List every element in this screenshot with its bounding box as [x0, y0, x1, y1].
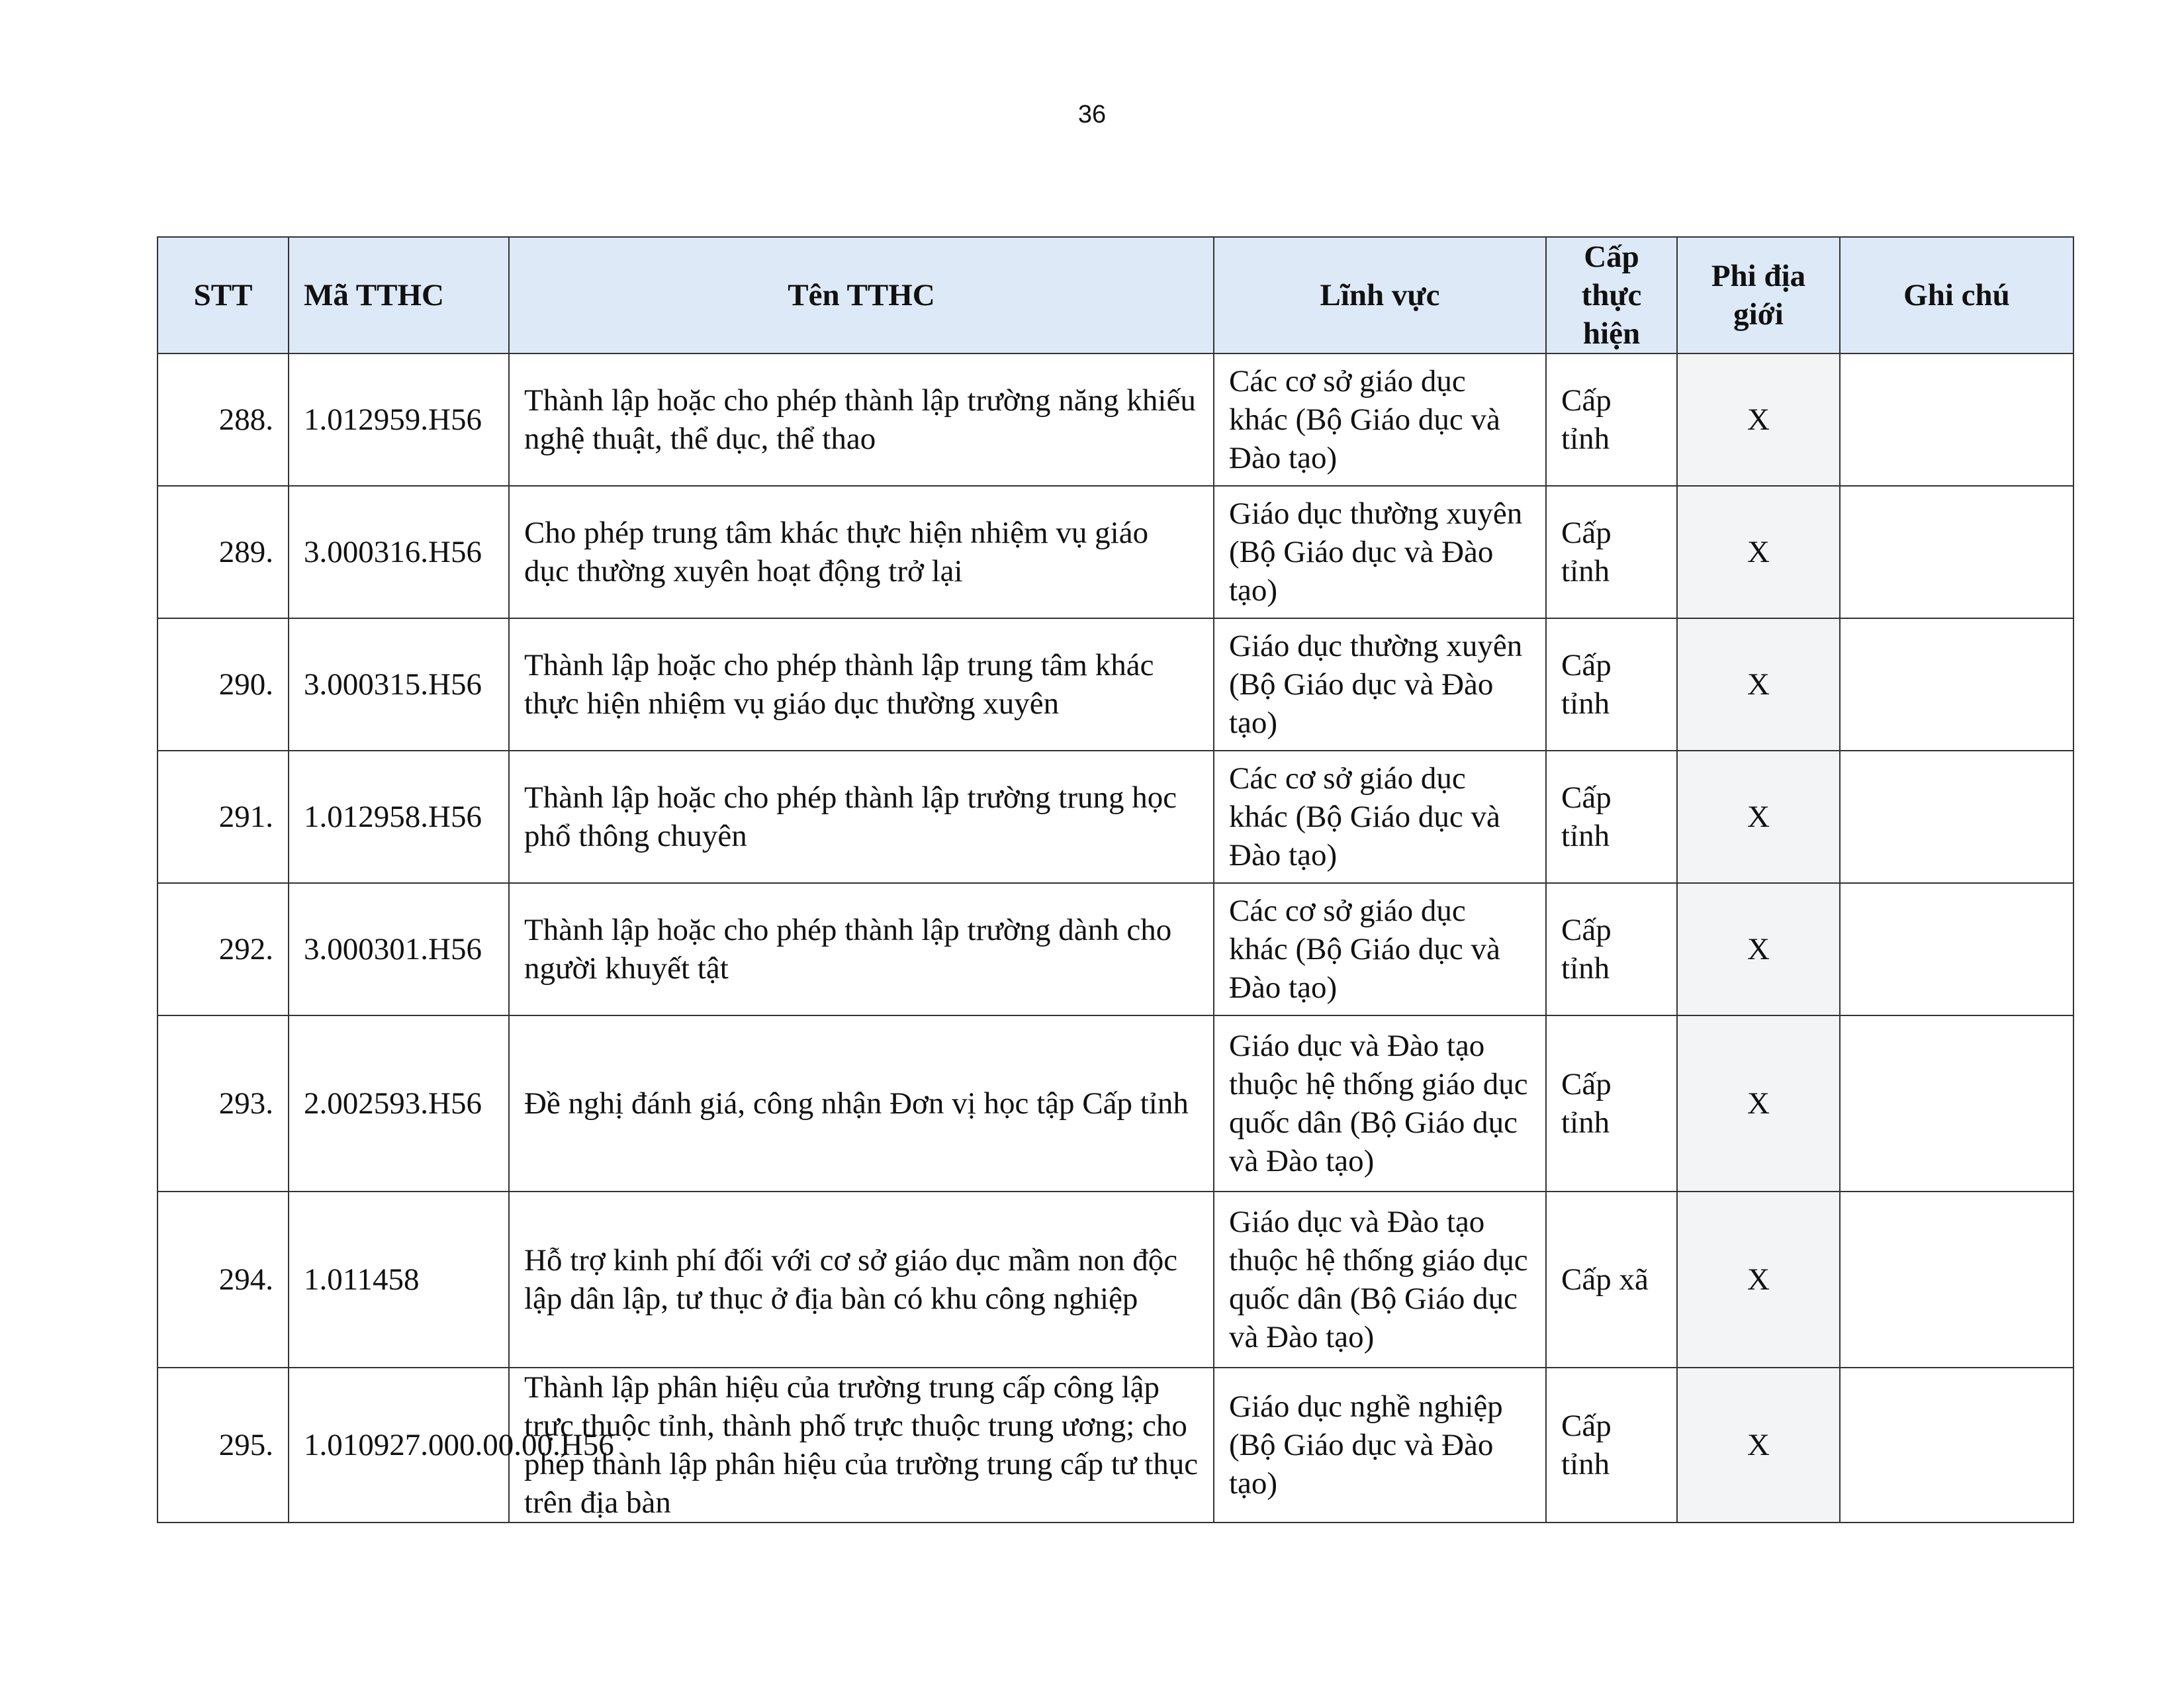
cell-ma-tthc: 3.000316.H56 [289, 486, 509, 618]
table-row [158, 353, 2073, 486]
header-stt: STT [158, 237, 289, 353]
procedures-table [157, 236, 2074, 1523]
cell-phi-dia-gioi: X [1677, 1368, 1840, 1523]
cell-cap-thuc-hien: Cấp tỉnh [1546, 883, 1677, 1015]
cell-ma-tthc: 1.012959.H56 [289, 353, 509, 486]
cell-ma-tthc: 3.000301.H56 [289, 883, 509, 1015]
cell-ten-tthc: Hỗ trợ kinh phí đối với cơ sở giáo dục mầm non độc lập dân lập, tư thục ở địa bàn có khu công nghiệp [509, 1192, 1214, 1368]
header-linh-vuc: Lĩnh vực [1214, 237, 1546, 353]
header-phi-dia-gioi: Phi địa giới [1677, 237, 1840, 353]
cell-cap-thuc-hien: Cấp tỉnh [1546, 1015, 1677, 1192]
cell-phi-dia-gioi: X [1677, 486, 1840, 618]
cell-stt: 288. [158, 353, 289, 486]
cell-linh-vuc: Giáo dục và Đào tạo thuộc hệ thống giáo dục quốc dân (Bộ Giáo dục và Đào tạo) [1214, 1015, 1546, 1192]
cell-ghi-chu [1840, 618, 2073, 751]
cell-ma-tthc: 3.000315.H56 [289, 618, 509, 751]
cell-linh-vuc: Các cơ sở giáo dục khác (Bộ Giáo dục và Đào tạo) [1214, 353, 1546, 486]
table-row [158, 1368, 2073, 1523]
cell-ten-tthc: Thành lập hoặc cho phép thành lập trường năng khiếu nghệ thuật, thể dục, thể thao [509, 353, 1214, 486]
cell-ghi-chu [1840, 1015, 2073, 1192]
cell-phi-dia-gioi: X [1677, 883, 1840, 1015]
cell-cap-thuc-hien: Cấp tỉnh [1546, 751, 1677, 883]
cell-stt: 293. [158, 1015, 289, 1192]
cell-ma-tthc: 2.002593.H56 [289, 1015, 509, 1192]
header-ten-tthc: Tên TTHC [509, 237, 1214, 353]
cell-linh-vuc: Giáo dục nghề nghiệp (Bộ Giáo dục và Đào tạo) [1214, 1368, 1546, 1523]
cell-cap-thuc-hien: Cấp tỉnh [1546, 353, 1677, 486]
header-cap-thuc-hien: Cấp thực hiện [1546, 237, 1677, 353]
cell-ten-tthc: Thành lập phân hiệu của trường trung cấp công lập trực thuộc tỉnh, thành phố trực thuộc trung ương; cho phép thành lập phân hiệu của trường trung cấp tư thục trên địa bàn [509, 1368, 1214, 1523]
cell-stt: 294. [158, 1192, 289, 1368]
cell-stt: 289. [158, 486, 289, 618]
cell-ghi-chu [1840, 353, 2073, 486]
cell-ghi-chu [1840, 751, 2073, 883]
cell-linh-vuc: Các cơ sở giáo dục khác (Bộ Giáo dục và Đào tạo) [1214, 751, 1546, 883]
table-row [158, 883, 2073, 1015]
table-header-row [158, 237, 2073, 353]
table-row [158, 486, 2073, 618]
cell-ghi-chu [1840, 486, 2073, 618]
cell-ten-tthc: Thành lập hoặc cho phép thành lập trung tâm khác thực hiện nhiệm vụ giáo dục thường xuyên [509, 618, 1214, 751]
cell-linh-vuc: Giáo dục thường xuyên (Bộ Giáo dục và Đào tạo) [1214, 618, 1546, 751]
table-row [158, 1015, 2073, 1192]
cell-stt: 291. [158, 751, 289, 883]
cell-cap-thuc-hien: Cấp tỉnh [1546, 486, 1677, 618]
cell-ten-tthc: Đề nghị đánh giá, công nhận Đơn vị học tập Cấp tỉnh [509, 1015, 1214, 1192]
cell-ghi-chu [1840, 883, 2073, 1015]
cell-ma-tthc: 1.011458 [289, 1192, 509, 1368]
cell-phi-dia-gioi: X [1677, 353, 1840, 486]
cell-cap-thuc-hien: Cấp xã [1546, 1192, 1677, 1368]
cell-phi-dia-gioi: X [1677, 1015, 1840, 1192]
cell-stt: 295. [158, 1368, 289, 1523]
cell-linh-vuc: Giáo dục thường xuyên (Bộ Giáo dục và Đào tạo) [1214, 486, 1546, 618]
table-row [158, 618, 2073, 751]
cell-ma-tthc: 1.012958.H56 [289, 751, 509, 883]
cell-stt: 290. [158, 618, 289, 751]
header-ghi-chu: Ghi chú [1840, 237, 2073, 353]
page-number: 36 [1077, 101, 1107, 128]
cell-ten-tthc: Thành lập hoặc cho phép thành lập trường dành cho người khuyết tật [509, 883, 1214, 1015]
cell-cap-thuc-hien: Cấp tỉnh [1546, 618, 1677, 751]
cell-phi-dia-gioi: X [1677, 1192, 1840, 1368]
cell-ghi-chu [1840, 1368, 2073, 1523]
cell-ghi-chu [1840, 1192, 2073, 1368]
cell-ma-tthc: 1.010927.000.00.00.H56 [289, 1368, 509, 1523]
cell-stt: 292. [158, 883, 289, 1015]
cell-linh-vuc: Giáo dục và Đào tạo thuộc hệ thống giáo dục quốc dân (Bộ Giáo dục và Đào tạo) [1214, 1192, 1546, 1368]
table-row [158, 751, 2073, 883]
cell-cap-thuc-hien: Cấp tỉnh [1546, 1368, 1677, 1523]
cell-ten-tthc: Thành lập hoặc cho phép thành lập trường trung học phổ thông chuyên [509, 751, 1214, 883]
header-ma-tthc: Mã TTHC [289, 237, 509, 353]
table-row [158, 1192, 2073, 1368]
cell-linh-vuc: Các cơ sở giáo dục khác (Bộ Giáo dục và Đào tạo) [1214, 883, 1546, 1015]
cell-ten-tthc: Cho phép trung tâm khác thực hiện nhiệm vụ giáo dục thường xuyên hoạt động trở lại [509, 486, 1214, 618]
cell-phi-dia-gioi: X [1677, 751, 1840, 883]
cell-phi-dia-gioi: X [1677, 618, 1840, 751]
